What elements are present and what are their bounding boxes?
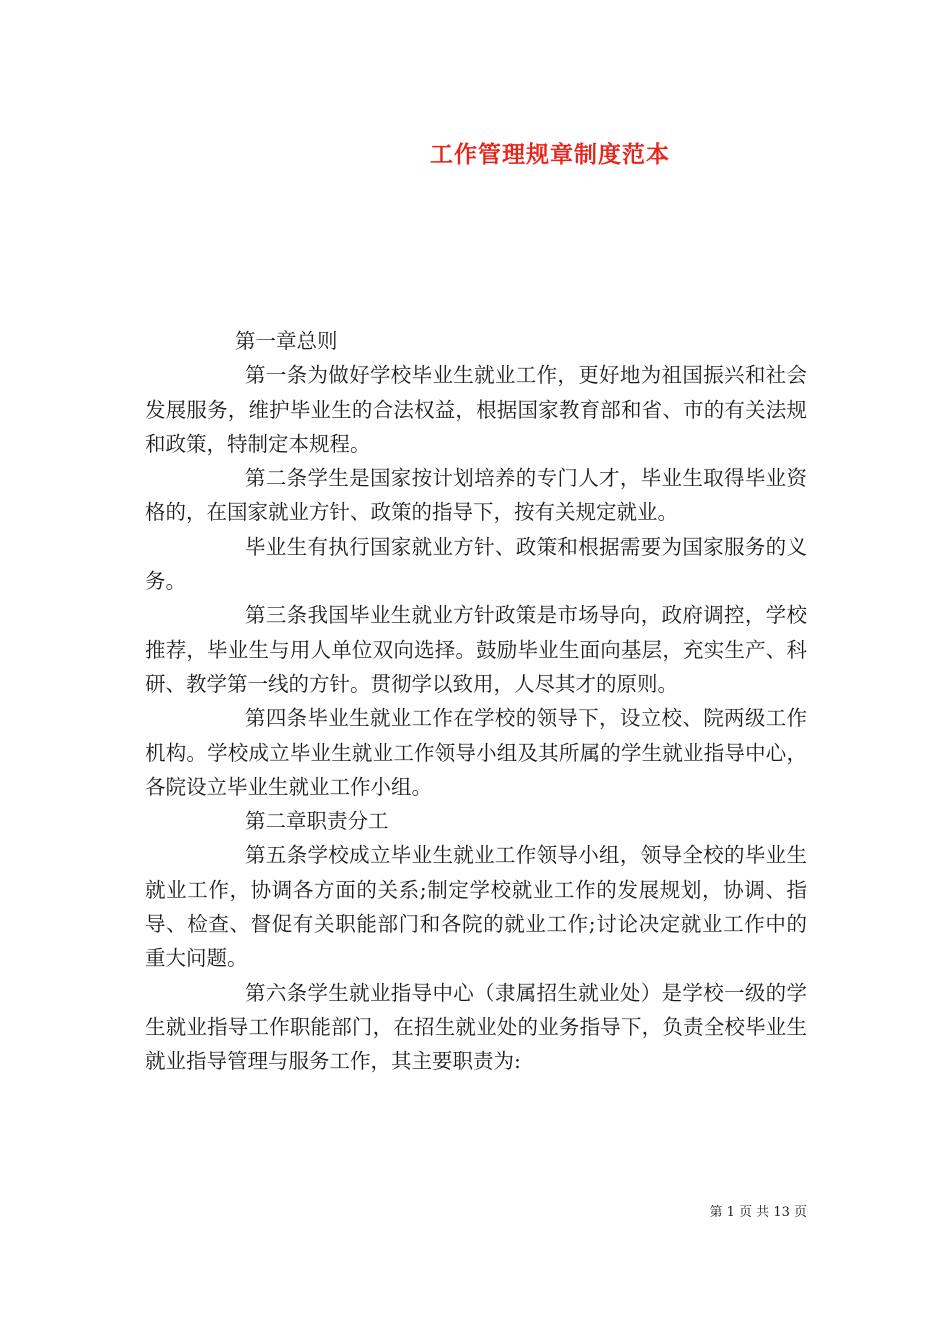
article-paragraph: 第一条为做好学校毕业生就业工作，更好地为祖国振兴和社会发展服务，维护毕业生的合法权益，根据国家教育部和省、市的有关法规和政策，特制定本规程。 [145,363,807,456]
article-paragraph: 毕业生有执行国家就业方针、政策和根据需要为国家服务的义务。 [145,534,807,594]
chapter-heading: 第二章职责分工 [245,809,389,834]
article-paragraph: 第五条学校成立毕业生就业工作领导小组，领导全校的毕业生就业工作，协调各方面的关系;制定学校就业工作的发展规划，协调、指导、检查、督促有关职能部门和各院的就业工作;讨论决定就业工作中的重大问题。 [145,843,807,971]
article-paragraph: 第三条我国毕业生就业方针政策是市场导向，政府调控，学校推荐，毕业生与用人单位双向选择。鼓励毕业生面向基层，充实生产、科研、教学第一线的方针。贯彻学以致用，人尽其才的原则。 [145,603,807,696]
article-paragraph: 第四条毕业生就业工作在学校的领导下，设立校、院两级工作机构。学校成立毕业生就业工作领导小组及其所属的学生就业指导中心，各院设立毕业生就业工作小组。 [145,706,807,799]
chapter-heading: 第一章总则 [235,329,338,353]
document-body [145,324,807,1079]
document-title: 工作管理规章制度范本 [430,141,670,168]
article-paragraph: 第二条学生是国家按计划培养的专门人才，毕业生取得毕业资格的，在国家就业方针、政策的指导下，按有关规定就业。 [145,466,807,525]
article-paragraph: 第六条学生就业指导中心（隶属招生就业处）是学校一级的学生就业指导工作职能部门，在招生就业处的业务指导下，负责全校毕业生就业指导管理与服务工作，其主要职责为: [145,980,807,1074]
page-number-footer: 第 1 页 共 13 页 [709,1205,807,1220]
